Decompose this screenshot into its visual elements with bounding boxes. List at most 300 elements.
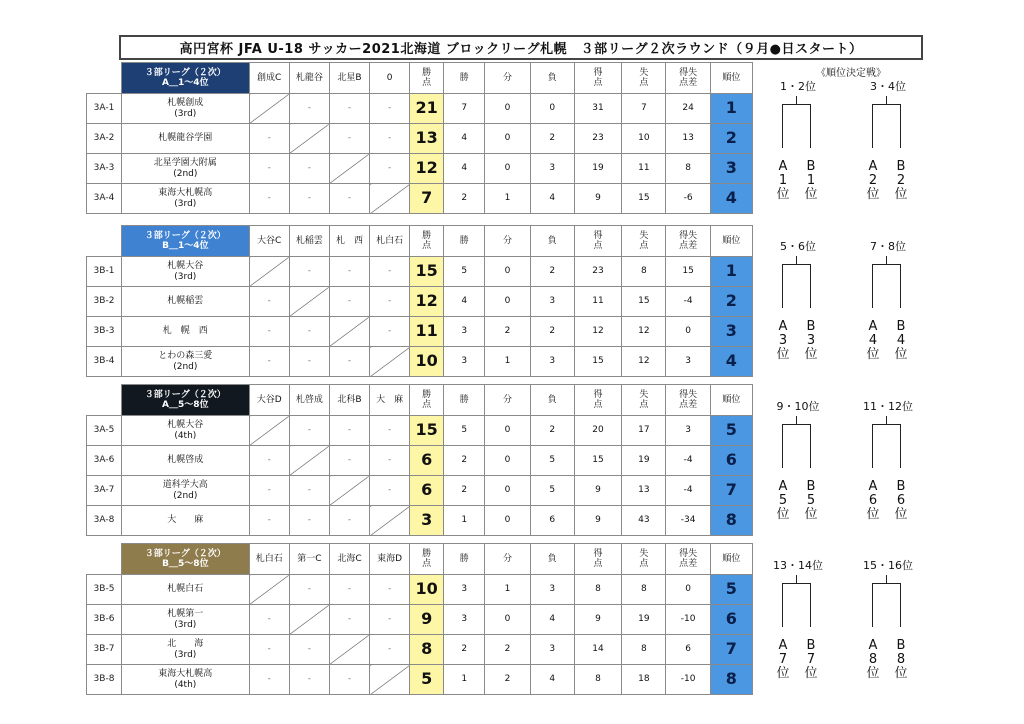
goals-for-cell: 12 <box>574 317 621 347</box>
team-name: 札幌龍谷学園 <box>158 133 213 144</box>
opponent-header: 札稲雲 <box>289 226 329 257</box>
opponent-header: 北星B <box>329 63 369 94</box>
bracket-slot-text: 位 <box>776 666 790 681</box>
wins-cell: 1 <box>444 665 485 695</box>
bracket-label: 9・10位 <box>776 400 820 413</box>
draw-header: 分 <box>485 63 530 94</box>
match-result-cell: - <box>249 476 289 506</box>
match-result-cell: - <box>370 257 410 287</box>
table-row <box>87 124 753 154</box>
bracket-line <box>872 264 873 308</box>
rank-cell: 1 <box>710 94 752 124</box>
team-name-cell <box>121 476 249 506</box>
goals-against-header <box>622 226 666 257</box>
bracket-slot-text: A <box>778 159 788 174</box>
goals-for-cell: 8 <box>574 575 621 605</box>
goals-against-cell: 7 <box>622 94 666 124</box>
goals-against-cell: 10 <box>622 124 666 154</box>
wins-cell: 3 <box>444 605 485 635</box>
team-grade: (3rd) <box>174 619 197 630</box>
team-grade: (2nd) <box>173 490 198 501</box>
table-row <box>87 635 753 665</box>
bracket-slot-b <box>891 639 911 681</box>
bracket-slot-text: 位 <box>866 507 880 522</box>
wins-cell: 2 <box>444 476 485 506</box>
header-line: 点差 <box>679 241 698 251</box>
goals-for-cell: 14 <box>574 635 621 665</box>
table-row <box>87 257 753 287</box>
team-code: 3A-7 <box>87 476 122 506</box>
bracket-slot-text: A <box>868 479 878 494</box>
draws-cell: 2 <box>485 317 530 347</box>
points-cell: 13 <box>410 124 444 154</box>
draws-cell: 2 <box>485 665 530 695</box>
table-row <box>87 317 753 347</box>
team-grade: (4th) <box>174 679 197 690</box>
header-row <box>87 385 753 416</box>
rank-header: 順位 <box>710 385 752 416</box>
match-result-cell: - <box>289 635 329 665</box>
match-result-cell: - <box>249 635 289 665</box>
goal-diff-cell: 3 <box>666 347 710 377</box>
self-match-cell <box>289 124 329 154</box>
points-cell: 10 <box>410 347 444 377</box>
goal-diff-cell: 13 <box>666 124 710 154</box>
self-match-cell <box>370 184 410 214</box>
bracket-slot-a <box>863 480 883 522</box>
league-table <box>86 62 753 214</box>
team-name: 大 麻 <box>167 515 204 526</box>
match-result-cell: - <box>289 416 329 446</box>
team-code: 3A-2 <box>87 124 122 154</box>
header-row <box>87 63 753 94</box>
team-name-cell <box>121 317 249 347</box>
team-name-cell <box>121 287 249 317</box>
bracket-slot-text: 位 <box>776 187 790 202</box>
losses-cell: 2 <box>530 317 574 347</box>
league-title <box>121 226 249 257</box>
draws-cell: 1 <box>485 184 530 214</box>
team-name: 北 海 <box>167 639 204 650</box>
match-result-cell: - <box>370 635 410 665</box>
header-line: 点差 <box>679 559 698 569</box>
team-name: 札幌第一 <box>167 609 204 620</box>
goals-against-cell: 19 <box>622 605 666 635</box>
bracket-slot-text: 位 <box>866 347 880 362</box>
bracket-line <box>796 575 797 583</box>
bracket-label: 15・16位 <box>863 559 913 572</box>
match-result-cell: - <box>370 416 410 446</box>
goals-against-header <box>622 544 666 575</box>
league-title-line2: A＿5～8位 <box>162 400 209 410</box>
draws-cell: 0 <box>485 94 530 124</box>
league-title <box>121 544 249 575</box>
header-line: 点 <box>422 559 432 569</box>
goals-against-cell: 18 <box>622 665 666 695</box>
team-name: 道科学大高 <box>162 480 208 491</box>
bracket-line <box>796 416 797 424</box>
bracket-line <box>782 264 783 308</box>
win-header: 勝 <box>444 385 485 416</box>
wins-cell: 7 <box>444 94 485 124</box>
bracket-line <box>810 583 811 627</box>
bracket-line <box>872 583 873 627</box>
goal-diff-header <box>666 226 710 257</box>
goal-diff-cell: 0 <box>666 317 710 347</box>
bracket-slot-text: 8 <box>896 652 906 667</box>
match-result-cell: - <box>249 506 289 536</box>
bracket-slot-text: 位 <box>866 187 880 202</box>
match-result-cell: - <box>249 605 289 635</box>
team-name: 札幌大谷 <box>167 261 204 272</box>
match-result-cell: - <box>289 476 329 506</box>
goals-for-cell: 9 <box>574 605 621 635</box>
rank-cell: 6 <box>710 446 752 476</box>
team-code: 3B-6 <box>87 605 122 635</box>
goals-against-cell: 8 <box>622 635 666 665</box>
header-line: 勝 <box>422 548 432 559</box>
self-match-cell <box>329 317 369 347</box>
bracket-line <box>872 104 901 105</box>
loss-header: 負 <box>530 226 574 257</box>
goals-against-cell: 8 <box>622 575 666 605</box>
goals-for-cell: 23 <box>574 257 621 287</box>
team-name: とわの森三愛 <box>158 351 213 362</box>
draws-cell: 0 <box>485 124 530 154</box>
bracket-slot-b <box>801 160 821 202</box>
losses-cell: 5 <box>530 476 574 506</box>
bracket-slot-a <box>773 639 793 681</box>
header-line: 得 <box>593 548 603 559</box>
team-code: 3A-4 <box>87 184 122 214</box>
team-name-cell <box>121 94 249 124</box>
team-name-cell <box>121 605 249 635</box>
goals-for-header <box>574 544 621 575</box>
bracket-slot-b <box>801 320 821 362</box>
wins-cell: 3 <box>444 575 485 605</box>
match-result-cell: - <box>289 154 329 184</box>
match-result-cell: - <box>329 287 369 317</box>
opponent-header: 札白石 <box>249 544 289 575</box>
bracket-line <box>782 104 783 148</box>
team-name-cell <box>121 665 249 695</box>
match-result-cell: - <box>289 317 329 347</box>
table-row <box>87 605 753 635</box>
bracket-slot-text: A <box>868 159 878 174</box>
loss-header: 負 <box>530 544 574 575</box>
team-name-cell <box>121 506 249 536</box>
wins-cell: 5 <box>444 257 485 287</box>
bracket-line <box>872 424 873 468</box>
wins-cell: 1 <box>444 506 485 536</box>
header-line: 点 <box>639 78 649 88</box>
team-grade: (4th) <box>174 430 197 441</box>
match-result-cell: - <box>289 665 329 695</box>
match-result-cell: - <box>249 184 289 214</box>
header-line: 失 <box>639 230 649 241</box>
goals-for-cell: 20 <box>574 416 621 446</box>
match-result-cell: - <box>249 347 289 377</box>
goals-against-cell: 12 <box>622 347 666 377</box>
team-name-cell <box>121 154 249 184</box>
bracket-slot-text: 8 <box>868 652 878 667</box>
team-name: 札幌大谷 <box>167 420 204 431</box>
team-name-cell <box>121 184 249 214</box>
rank-cell: 6 <box>710 605 752 635</box>
points-cell: 6 <box>410 476 444 506</box>
goal-diff-cell: -4 <box>666 287 710 317</box>
bracket-slot-text: 位 <box>894 187 908 202</box>
bracket-line <box>782 583 811 584</box>
opponent-header: 札白石 <box>370 226 410 257</box>
bracket-line <box>810 424 811 468</box>
wins-cell: 5 <box>444 416 485 446</box>
goals-for-cell: 9 <box>574 506 621 536</box>
match-result-cell: - <box>370 446 410 476</box>
self-match-cell <box>249 575 289 605</box>
table-row <box>87 446 753 476</box>
wins-cell: 4 <box>444 124 485 154</box>
bracket-line <box>810 104 811 148</box>
match-result-cell: - <box>329 124 369 154</box>
draws-cell: 0 <box>485 416 530 446</box>
goals-for-cell: 15 <box>574 347 621 377</box>
bracket-slot-text: 5 <box>806 493 816 508</box>
team-code: 3B-4 <box>87 347 122 377</box>
points-cell: 12 <box>410 154 444 184</box>
bracket-slot-a <box>863 160 883 202</box>
bracket-line <box>872 264 901 265</box>
self-match-cell <box>289 287 329 317</box>
header-line: 点 <box>422 241 432 251</box>
goals-against-cell: 15 <box>622 184 666 214</box>
match-result-cell: - <box>370 124 410 154</box>
match-result-cell: - <box>370 476 410 506</box>
match-result-cell: - <box>289 257 329 287</box>
rank-cell: 5 <box>710 416 752 446</box>
playoff-title: 《順位決定戦》 <box>816 68 886 79</box>
table-row <box>87 575 753 605</box>
rank-cell: 2 <box>710 124 752 154</box>
page-title: 高円宮杯 JFA U-18 サッカー2021北海道 ブロックリーグ札幌 ３部リーグ２次ラウンド（９月●日スタート） <box>119 35 923 60</box>
match-result-cell: - <box>370 575 410 605</box>
bracket-slot-text: A <box>868 638 878 653</box>
table-row <box>87 184 753 214</box>
bracket-slot-text: 6 <box>868 493 878 508</box>
bracket-slot-b <box>801 639 821 681</box>
team-code: 3B-8 <box>87 665 122 695</box>
bracket-slot-text: 位 <box>804 666 818 681</box>
table-row <box>87 347 753 377</box>
bracket-slot-text: B <box>896 479 906 494</box>
header-line: 点 <box>593 241 603 251</box>
match-result-cell: - <box>329 575 369 605</box>
bracket-slot-text: B <box>896 159 906 174</box>
match-result-cell: - <box>329 506 369 536</box>
bracket-slot-text: A <box>778 638 788 653</box>
win-header: 勝 <box>444 63 485 94</box>
loss-header: 負 <box>530 385 574 416</box>
bracket-slot-a <box>773 320 793 362</box>
team-name-cell <box>121 575 249 605</box>
match-result-cell: - <box>370 154 410 184</box>
goals-against-header <box>622 385 666 416</box>
header-line: 点差 <box>679 78 698 88</box>
self-match-cell <box>370 506 410 536</box>
bracket-slot-text: 4 <box>896 333 906 348</box>
bracket-slot-text: B <box>896 638 906 653</box>
goal-diff-cell: 0 <box>666 575 710 605</box>
rank-cell: 7 <box>710 476 752 506</box>
goals-for-header <box>574 63 621 94</box>
goals-for-cell: 31 <box>574 94 621 124</box>
header-line: 勝 <box>422 230 432 241</box>
draw-header: 分 <box>485 226 530 257</box>
draws-cell: 0 <box>485 287 530 317</box>
header-line: 得失 <box>679 548 698 559</box>
points-header <box>410 385 444 416</box>
match-result-cell: - <box>249 154 289 184</box>
bracket-slot-text: 位 <box>804 187 818 202</box>
draws-cell: 0 <box>485 506 530 536</box>
corner-cell <box>87 226 122 257</box>
bracket-line <box>796 96 797 104</box>
goal-diff-cell: -10 <box>666 665 710 695</box>
table-row <box>87 416 753 446</box>
points-cell: 15 <box>410 416 444 446</box>
team-code: 3A-3 <box>87 154 122 184</box>
bracket-line <box>900 104 901 148</box>
rank-cell: 2 <box>710 287 752 317</box>
bracket-slot-text: 3 <box>806 333 816 348</box>
match-result-cell: - <box>329 347 369 377</box>
goals-for-header <box>574 385 621 416</box>
rank-cell: 3 <box>710 317 752 347</box>
bracket-line <box>886 416 887 424</box>
league-title <box>121 385 249 416</box>
bracket-line <box>782 583 783 627</box>
league-title-line1: ３部リーグ（２次） <box>144 67 226 78</box>
losses-cell: 3 <box>530 154 574 184</box>
goals-against-cell: 8 <box>622 257 666 287</box>
header-row <box>87 544 753 575</box>
league-title-line1: ３部リーグ（２次） <box>144 389 226 400</box>
losses-cell: 5 <box>530 446 574 476</box>
goals-for-cell: 8 <box>574 665 621 695</box>
points-cell: 9 <box>410 605 444 635</box>
header-line: 点差 <box>679 400 698 410</box>
opponent-header: 東海D <box>370 544 410 575</box>
bracket-line <box>782 104 811 105</box>
bracket-slot-b <box>891 160 911 202</box>
self-match-cell <box>370 347 410 377</box>
goals-for-cell: 9 <box>574 184 621 214</box>
team-name-cell <box>121 347 249 377</box>
opponent-header: 札龍谷 <box>289 63 329 94</box>
match-result-cell: - <box>249 287 289 317</box>
header-line: 点 <box>422 78 432 88</box>
team-code: 3A-1 <box>87 94 122 124</box>
self-match-cell <box>329 635 369 665</box>
bracket-slot-text: 7 <box>806 652 816 667</box>
draw-header: 分 <box>485 544 530 575</box>
header-line: 得失 <box>679 67 698 78</box>
goals-against-cell: 17 <box>622 416 666 446</box>
bracket-line <box>900 583 901 627</box>
team-grade: (2nd) <box>173 168 198 179</box>
team-grade: (3rd) <box>174 198 197 209</box>
bracket-line <box>782 264 811 265</box>
header-line: 得失 <box>679 230 698 241</box>
match-result-cell: - <box>289 575 329 605</box>
goals-against-header <box>622 63 666 94</box>
league-title-line2: B＿1～4位 <box>162 241 209 251</box>
goals-for-cell: 19 <box>574 154 621 184</box>
losses-cell: 3 <box>530 575 574 605</box>
team-name: 東海大札幌高 <box>158 669 213 680</box>
bracket-slot-text: 位 <box>776 507 790 522</box>
bracket-line <box>810 264 811 308</box>
bracket-slot-text: 位 <box>894 507 908 522</box>
self-match-cell <box>289 446 329 476</box>
team-code: 3A-5 <box>87 416 122 446</box>
league-title <box>121 63 249 94</box>
goal-diff-cell: -6 <box>666 184 710 214</box>
bracket-slot-text: 1 <box>806 173 816 188</box>
bracket-slot-text: A <box>778 319 788 334</box>
header-line: 点 <box>422 400 432 410</box>
goal-diff-cell: -10 <box>666 605 710 635</box>
match-result-cell: - <box>289 347 329 377</box>
opponent-header: 北海C <box>329 544 369 575</box>
losses-cell: 6 <box>530 506 574 536</box>
bracket-slot-text: 4 <box>868 333 878 348</box>
match-result-cell: - <box>329 416 369 446</box>
team-grade: (2nd) <box>173 361 198 372</box>
self-match-cell <box>249 257 289 287</box>
header-line: 点 <box>639 400 649 410</box>
rank-header: 順位 <box>710 63 752 94</box>
match-result-cell: - <box>249 446 289 476</box>
team-name: 札幌啓成 <box>167 455 204 466</box>
points-cell: 7 <box>410 184 444 214</box>
match-result-cell: - <box>370 605 410 635</box>
bracket-slot-a <box>773 160 793 202</box>
rank-cell: 3 <box>710 154 752 184</box>
wins-cell: 4 <box>444 154 485 184</box>
bracket-label: 1・2位 <box>780 80 816 93</box>
loss-header: 負 <box>530 63 574 94</box>
league-table <box>86 384 753 536</box>
corner-cell <box>87 63 122 94</box>
losses-cell: 4 <box>530 605 574 635</box>
rank-cell: 8 <box>710 506 752 536</box>
win-header: 勝 <box>444 226 485 257</box>
rank-cell: 7 <box>710 635 752 665</box>
self-match-cell <box>370 665 410 695</box>
opponent-header: 第一C <box>289 544 329 575</box>
bracket-label: 3・4位 <box>870 80 906 93</box>
bracket-label: 13・14位 <box>773 559 823 572</box>
draws-cell: 1 <box>485 575 530 605</box>
bracket-line <box>900 424 901 468</box>
bracket-slot-text: 位 <box>776 347 790 362</box>
bracket-slot-a <box>773 480 793 522</box>
losses-cell: 3 <box>530 635 574 665</box>
league-title-line1: ３部リーグ（２次） <box>144 230 226 241</box>
goals-against-cell: 13 <box>622 476 666 506</box>
bracket-slot-text: B <box>806 319 816 334</box>
